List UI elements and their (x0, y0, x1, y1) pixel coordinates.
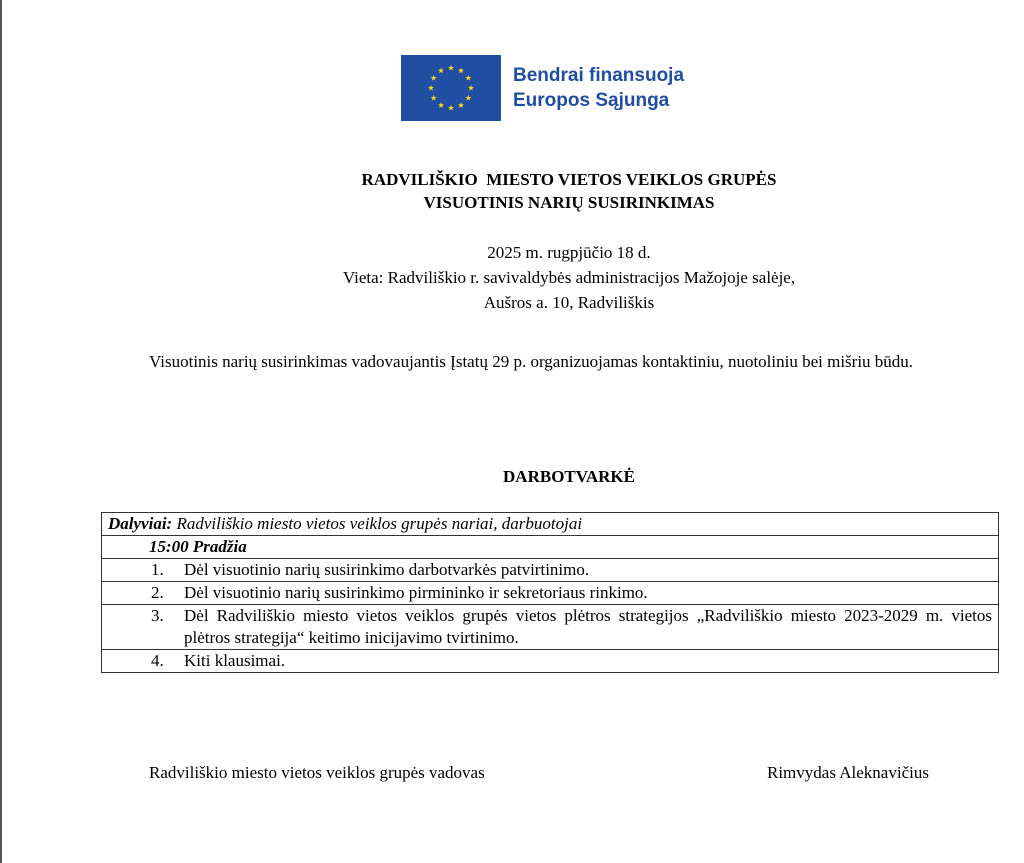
star-icon (438, 67, 444, 73)
document-title (0, 168, 1024, 214)
agenda-item-text: Dėl visuotinio narių susirinkimo pirmininko ir sekretoriaus rinkimo. (184, 583, 648, 602)
logo-line-2: Europos Sąjunga (513, 90, 670, 111)
star-icon (438, 102, 444, 108)
star-icon (465, 75, 471, 81)
intro-paragraph: Visuotinis narių susirinkimas vadovaujantis Įstatų 29 p. organizuojamas kontaktiniu, nuotoliniu bei mišriu būdu. (149, 352, 914, 371)
signatory-position: Radviliškio miesto vietos veiklos grupės vadovas (149, 763, 485, 782)
star-icon (431, 95, 437, 101)
title-line-1: RADVILIŠKIO MIESTO VIETOS VEIKLOS GRUPĖS (361, 170, 777, 189)
agenda-item (102, 582, 999, 605)
star-icon (468, 85, 474, 91)
agenda-item-number: 4. (151, 651, 164, 670)
agenda-item (102, 559, 999, 582)
agenda-item-number: 1. (151, 560, 164, 579)
participants-row (102, 513, 999, 536)
venue-line-1: Vieta: Radviliškio r. savivaldybės administracijos Mažojoje salėje, (342, 268, 796, 287)
start-time: 15:00 Pradžia (149, 537, 247, 556)
star-icon (431, 75, 437, 81)
signatory-name: Rimvydas Aleknavičius (767, 763, 929, 782)
venue-line-2: Aušros a. 10, Radviliškis (483, 293, 655, 312)
star-icon (428, 85, 434, 91)
start-row (102, 536, 999, 559)
participants-label: Dalyviai: (108, 514, 173, 533)
star-icon (448, 105, 454, 111)
participants-text: Radviliškio miesto vietos veiklos grupės nariai, darbuotojai (176, 514, 583, 533)
agenda-item-text: Kiti klausimai. (184, 651, 286, 670)
agenda-heading: DARBOTVARKĖ (503, 467, 635, 486)
star-icon (448, 65, 454, 71)
agenda-item-text: Dėl Radviliškio miesto vietos veiklos grupės vietos plėtros strategijos „Radviliškio miesto 2023-2029 m. vietos plėtros strategija“ keitimo inicijavimo tvirtinimo. (184, 606, 992, 647)
title-line-2: VISUOTINIS NARIŲ SUSIRINKIMAS (423, 193, 715, 212)
agenda-item (102, 605, 999, 650)
agenda-item-number: 2. (151, 583, 164, 602)
eu-flag-icon (401, 55, 501, 121)
meeting-meta (0, 240, 1024, 315)
star-icon (458, 67, 464, 73)
agenda-item-number: 3. (151, 606, 164, 625)
logo-line-1: Bendrai finansuoja (513, 65, 685, 86)
eu-logo-text (513, 63, 684, 113)
page-edge (0, 0, 2, 863)
meeting-date: 2025 m. rugpjūčio 18 d. (487, 243, 651, 262)
star-icon (458, 102, 464, 108)
agenda-table (101, 512, 999, 673)
agenda-item (102, 650, 999, 673)
agenda-item-text: Dėl visuotinio narių susirinkimo darbotvarkės patvirtinimo. (184, 560, 590, 579)
eu-logo (401, 55, 684, 121)
star-icon (465, 95, 471, 101)
